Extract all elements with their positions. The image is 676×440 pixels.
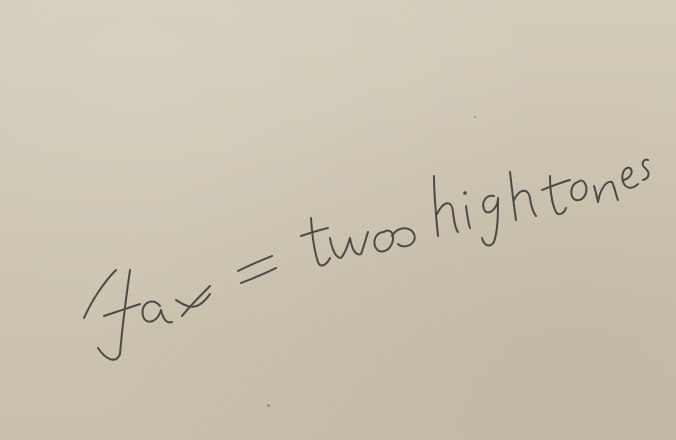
handwriting-stroke bbox=[437, 203, 458, 232]
handwriting-dot bbox=[463, 191, 467, 195]
handwriting-stroke bbox=[434, 176, 438, 236]
handwriting-stroke bbox=[594, 182, 618, 202]
handwriting-stroke bbox=[301, 228, 328, 236]
handwriting-stroke bbox=[182, 286, 210, 316]
handwriting-stroke bbox=[571, 181, 586, 201]
handwriting-stroke bbox=[330, 232, 368, 258]
handwriting-stroke bbox=[643, 160, 649, 180]
handwriting-stroke bbox=[374, 231, 393, 252]
handwriting-stroke bbox=[84, 270, 116, 318]
handwriting-stroke bbox=[392, 228, 415, 246]
handwriting-stroke bbox=[622, 168, 638, 188]
handwriting-stroke bbox=[542, 180, 570, 190]
handwriting-stroke bbox=[311, 218, 330, 265]
handwriting-stroke bbox=[98, 270, 130, 360]
handwriting-stroke bbox=[238, 256, 272, 271]
handwriting-stroke bbox=[241, 268, 276, 283]
handwriting-stroke bbox=[143, 301, 172, 322]
handwriting-stroke bbox=[466, 206, 470, 228]
handwriting-stroke bbox=[482, 196, 498, 246]
handwriting-stroke bbox=[104, 304, 140, 316]
handwriting-stroke bbox=[514, 191, 536, 216]
handwriting-stroke bbox=[510, 172, 516, 220]
